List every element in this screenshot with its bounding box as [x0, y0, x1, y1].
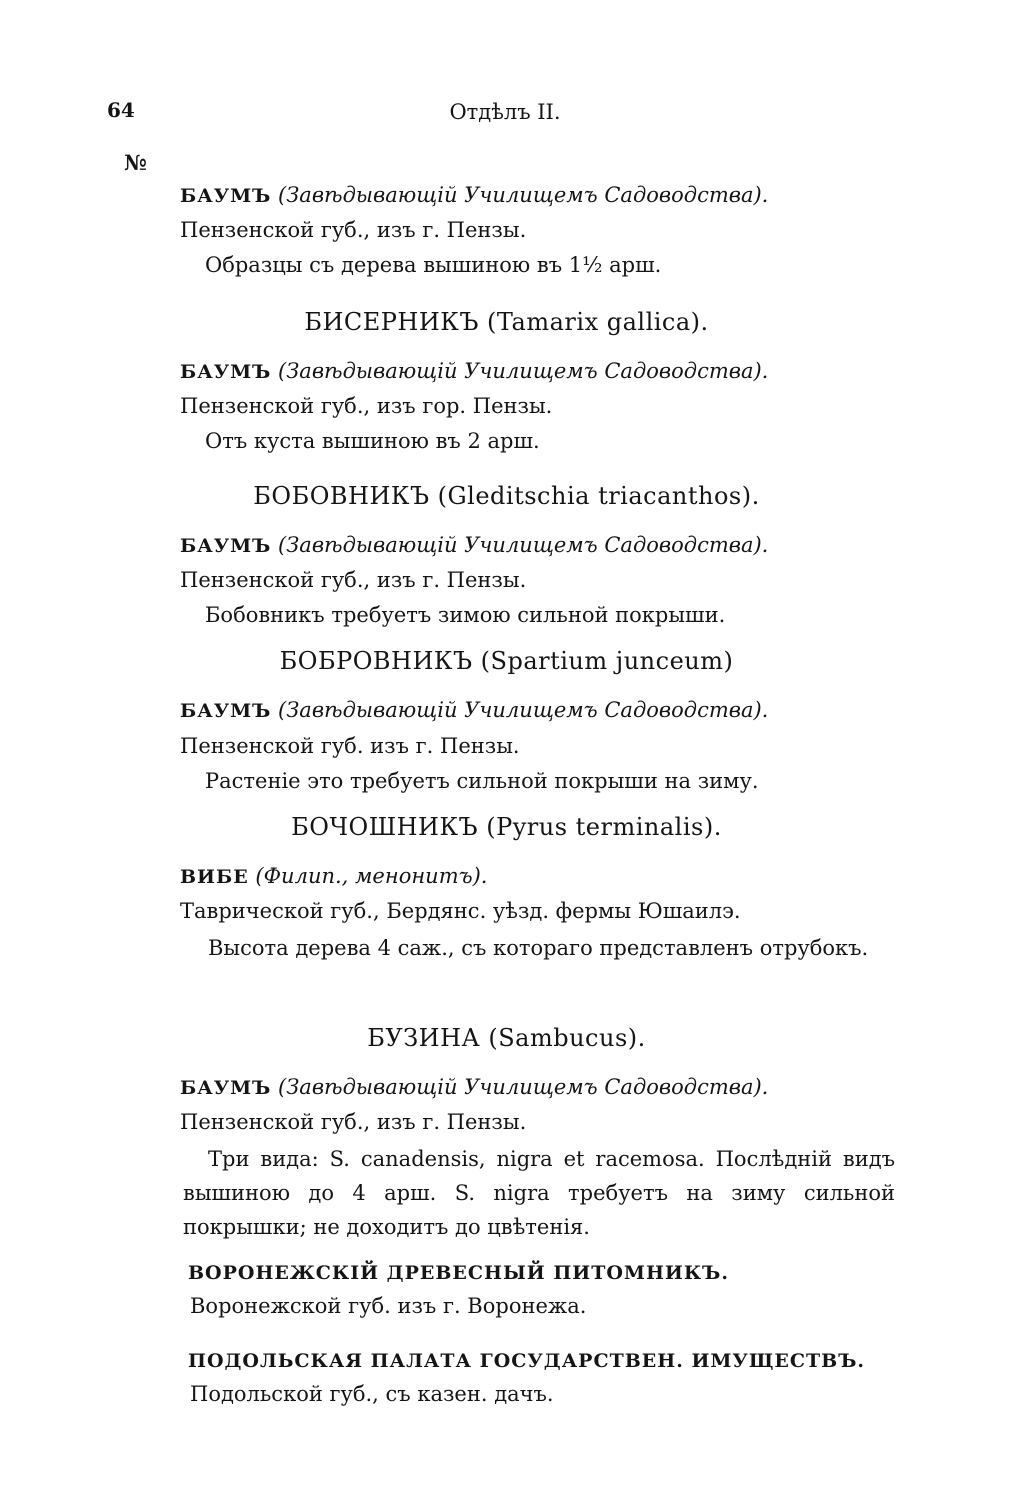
running-head: Отдѣлъ II.: [449, 100, 561, 124]
contributor-role: (Завѣдывающій Училищемъ Садоводства).: [278, 698, 769, 722]
contributor-name: БАУМЪ: [180, 361, 272, 383]
species-heading: БОЧОШНИКЪ (Pyrus terminalis).: [291, 813, 722, 841]
note-paragraph: Три вида: S. canadensis, nigra et racemosa. Послѣдній видъ вышиною до 4 арш. S. nigra требуетъ на зиму сильной покрышки; не доходитъ до цвѣтенія.: [183, 1147, 895, 1239]
contributor-name: БАУМЪ: [180, 700, 272, 722]
contributor-name: БАУМЪ: [180, 1077, 272, 1099]
contributor-role: (Завѣдывающій Училищемъ Садоводства).: [278, 1075, 769, 1099]
organization-name: ВОРОНЕЖСКІЙ ДРЕВЕСНЫЙ ПИТОМНИКЪ.: [188, 1262, 729, 1284]
place-line: Воронежской губ. изъ г. Воронежа.: [190, 1294, 587, 1318]
note-line: Образцы съ дерева вышиною въ 1½ арш.: [205, 253, 662, 277]
place-line: Подольской губ., съ казен. дачъ.: [190, 1382, 554, 1406]
species-heading: БИСЕРНИКЪ (Tamarix gallica).: [304, 308, 709, 336]
page-number: 64: [107, 98, 135, 122]
species-heading: БУЗИНА (Sambucus).: [367, 1024, 646, 1052]
contributor-name: БАУМЪ: [180, 185, 272, 207]
contributor-line: [180, 864, 487, 888]
contributor-name: БАУМЪ: [180, 535, 272, 557]
note-line: Бобовникъ требуетъ зимою сильной покрыши.: [205, 603, 726, 627]
organization-name: ПОДОЛЬСКАЯ ПАЛАТА ГОСУДАРСТВЕН. ИМУЩЕСТВЪ.: [188, 1350, 865, 1372]
contributor-line: [180, 533, 768, 557]
contributor-role: (Завѣдывающій Училищемъ Садоводства).: [278, 183, 769, 207]
numero-column-label: №: [124, 150, 147, 175]
contributor-line: [180, 698, 768, 722]
contributor-line: [180, 359, 768, 383]
place-line: Пензенской губ. изъ г. Пензы.: [180, 734, 520, 758]
place-line: Пензенской губ., изъ г. Пензы.: [180, 1110, 527, 1134]
note-paragraph: Высота дерева 4 саж., съ котораго представленъ отрубокъ.: [208, 936, 869, 960]
place-line: Пензенской губ., изъ гор. Пензы.: [180, 394, 553, 418]
note-line: Растеніе это требуетъ сильной покрыши на зиму.: [205, 769, 759, 793]
contributor-name: ВИБЕ: [180, 866, 249, 888]
contributor-role: (Завѣдывающій Училищемъ Садоводства).: [278, 533, 769, 557]
contributor-line: [180, 1075, 768, 1099]
species-heading: БОБРОВНИКЪ (Spartium junceum): [279, 647, 734, 675]
contributor-line: [180, 183, 768, 207]
place-line: Пензенской губ., изъ г. Пензы.: [180, 218, 527, 242]
place-line: Таврической губ., Бердянс. уѣзд. фермы Юшаилэ.: [180, 899, 741, 923]
place-line: Пензенской губ., изъ г. Пензы.: [180, 568, 527, 592]
contributor-role: (Филип., менонитъ).: [255, 864, 488, 888]
note-line: Отъ куста вышиною въ 2 арш.: [205, 429, 540, 453]
species-heading: БОБОВНИКЪ (Gleditschia triacanthos).: [253, 482, 760, 510]
contributor-role: (Завѣдывающій Училищемъ Садоводства).: [278, 359, 769, 383]
